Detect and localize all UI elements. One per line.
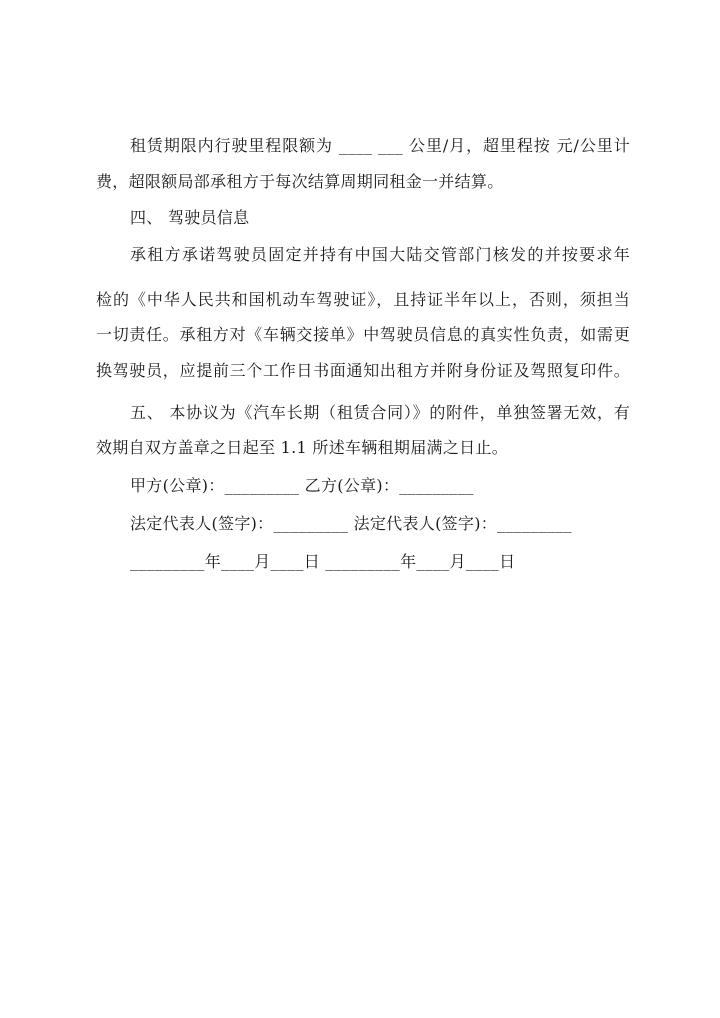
paragraph-line-driver-2: 检的《中华人民共和国机动车驾驶证》，且持证半年以上，否则，须担当 [96, 290, 630, 309]
date-line: _________年____月____日 _________年____月____日 [130, 552, 516, 571]
paragraph-line-appendix-2: 效期自双方盖章之日起至 1.1 所述车辆租期届满之日止。 [96, 438, 509, 457]
paragraph-line-mileage-limit: 租赁期限内行驶里程限额为 ____ ___ 公里/月，超里程按 元/公里计 [130, 136, 630, 155]
signature-line: 法定代表人(签字)：_________ 法定代表人(签字)：_________ [130, 514, 572, 533]
section-heading-driver-info: 四、 驾驶员信息 [130, 208, 250, 227]
paragraph-line-appendix-1: 五、 本协议为《汽车长期（租赁合同）》的附件，单独签署无效，有 [130, 403, 630, 422]
paragraph-line-mileage-settlement: 费，超限额局部承租方于每次结算周期同租金一并结算。 [96, 172, 504, 191]
paragraph-line-driver-4: 换驾驶员，应提前三个工作日书面通知出租方并附身份证及驾照复印件。 [96, 361, 630, 380]
paragraph-line-driver-1: 承租方承诺驾驶员固定并持有中国大陆交管部门核发的并按要求年 [130, 245, 630, 264]
seal-line: 甲方(公章)：_________ 乙方(公章)：_________ [130, 476, 474, 495]
paragraph-line-driver-3: 一切责任。承租方对《车辆交接单》中驾驶员信息的真实性负责，如需更 [96, 325, 630, 344]
